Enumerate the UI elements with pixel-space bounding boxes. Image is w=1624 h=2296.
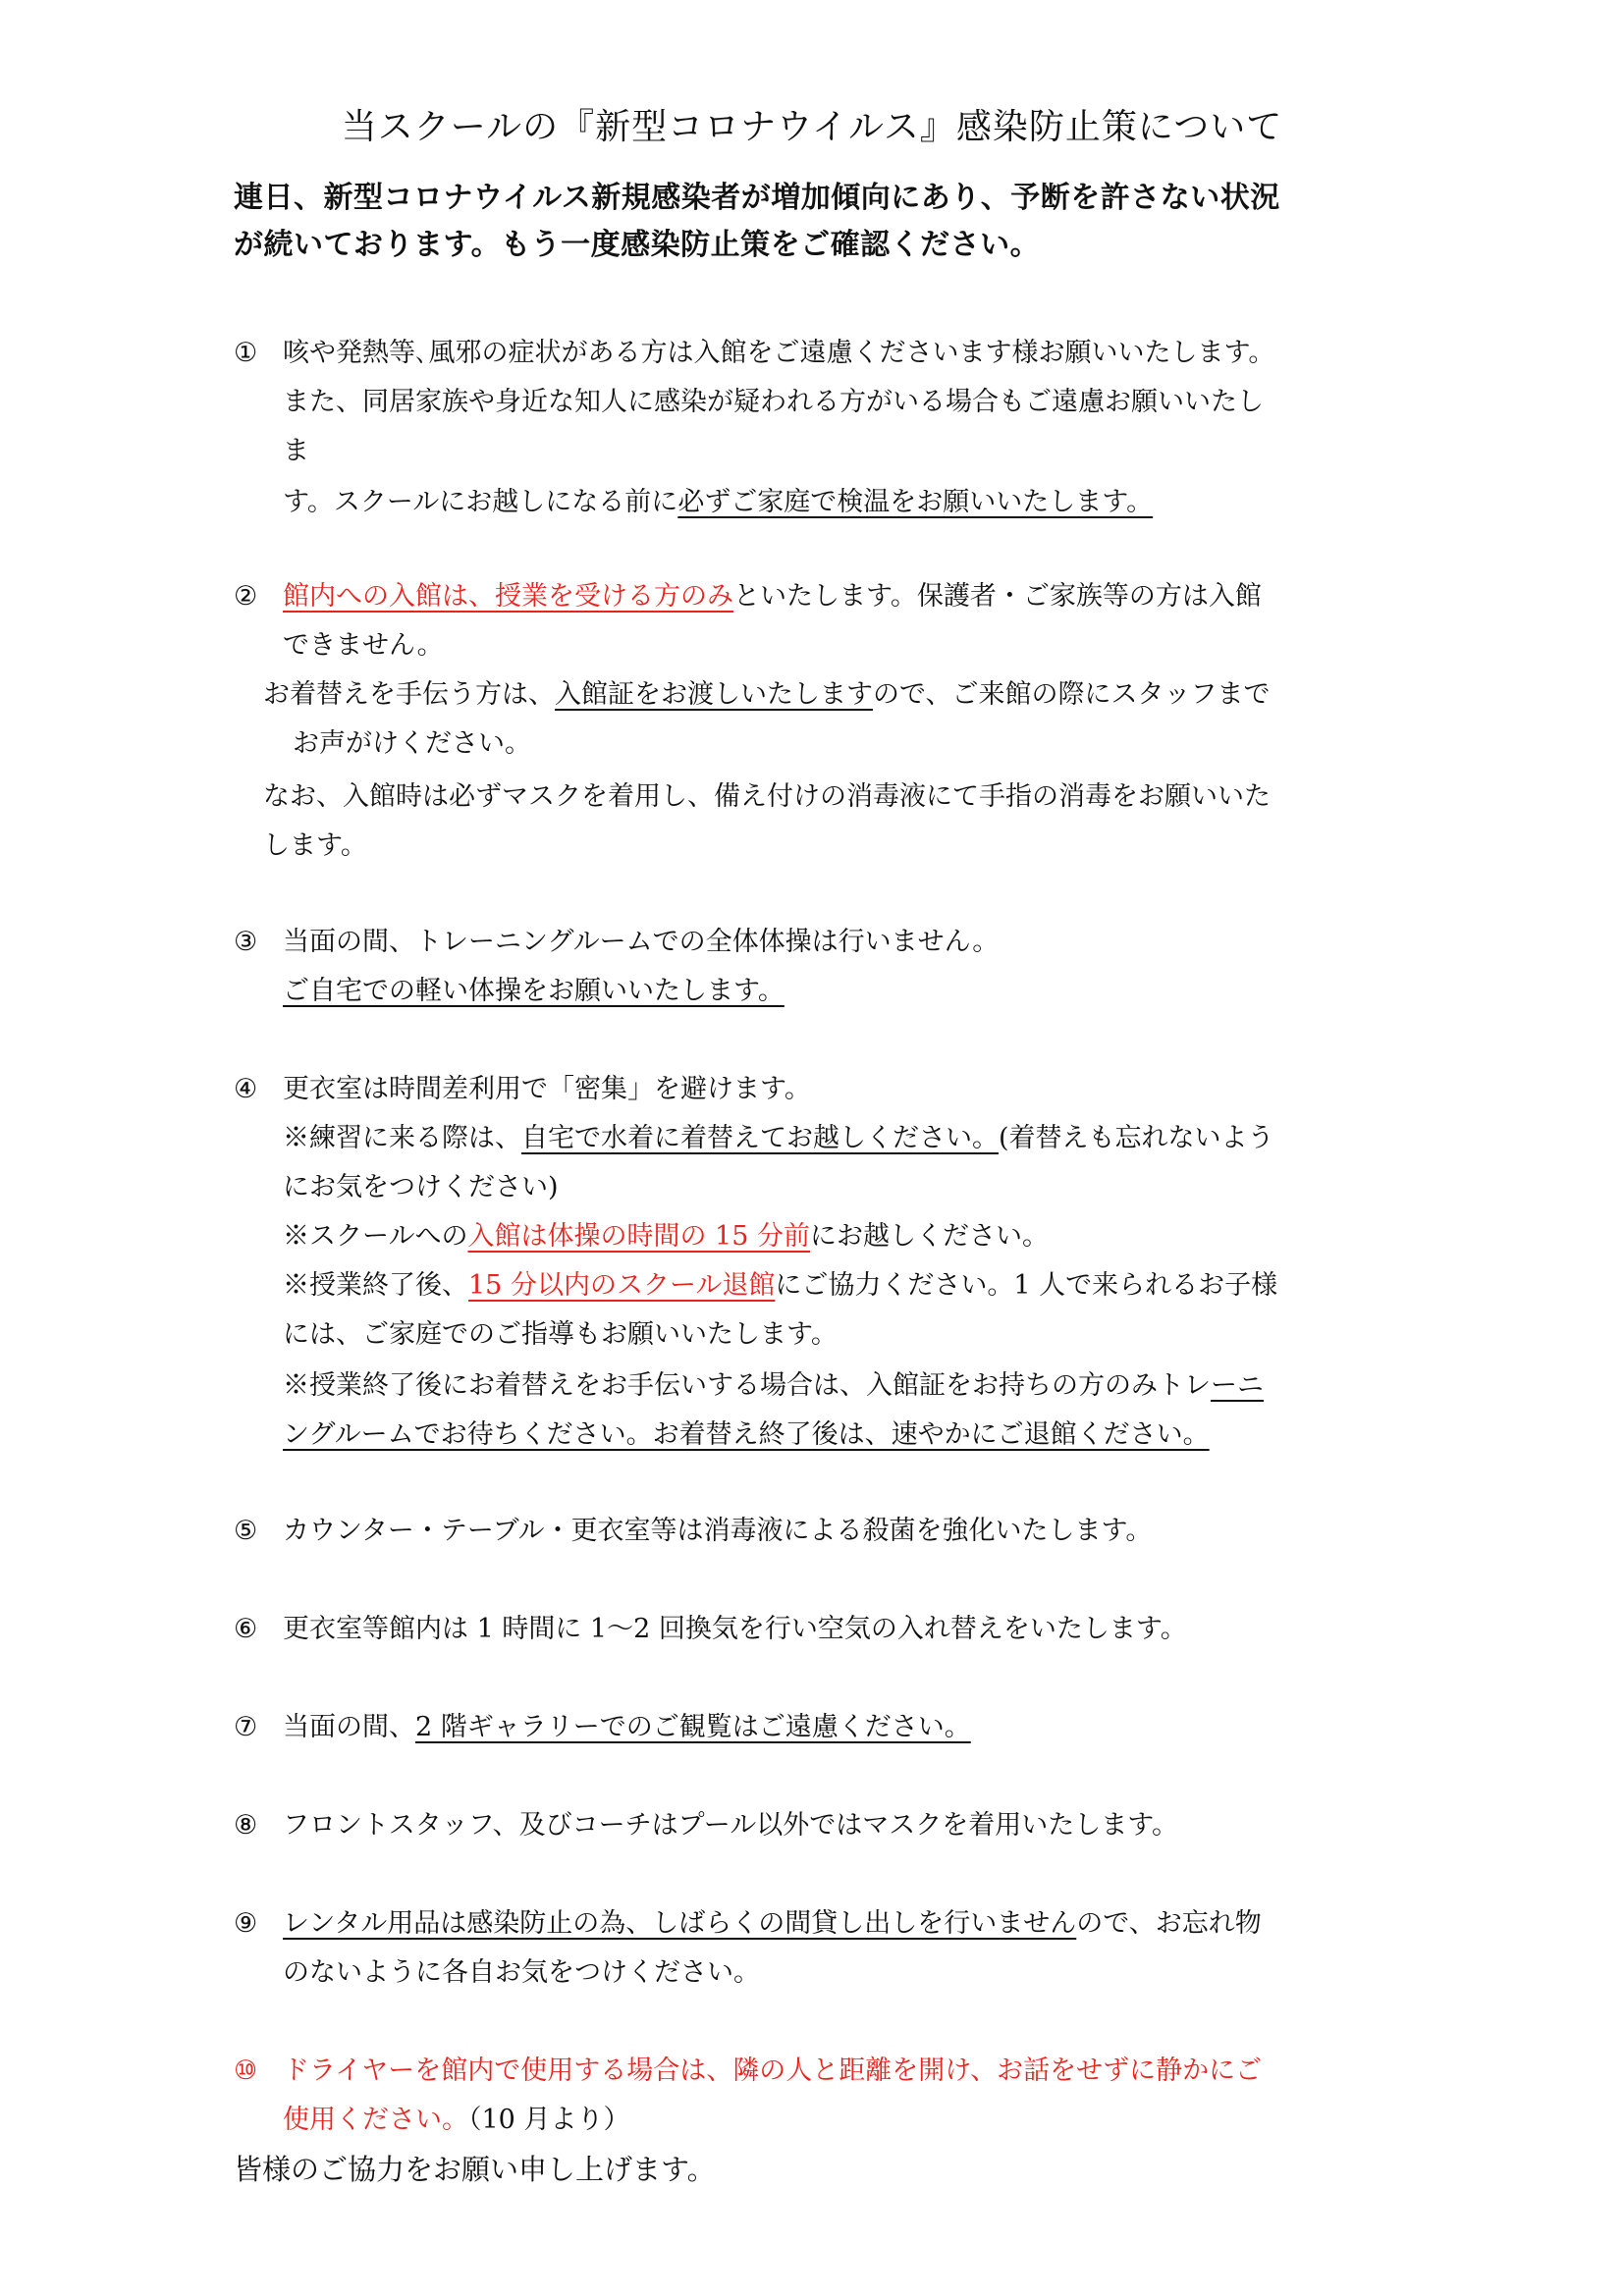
item-text: にお気をつけください) [283, 1172, 559, 1202]
item-text: 当面の間、トレーニングルームでの全体体操は行いません。 [283, 927, 1000, 957]
item-number: ② [234, 581, 258, 612]
lead-line-1: 連日、新型コロナウイルス新規感染者が増加傾向にあり、予断を許さない状況 [234, 181, 1280, 215]
red-underlined-text: 館内への入館は、授業を受ける方のみ [283, 581, 733, 612]
item-text: のないように各自お気をつけください。 [283, 1957, 760, 1988]
underlined-text: ご自宅での軽い体操をお願いいたします。 [283, 976, 785, 1006]
item-text: す。スクールにお越しになる前に [283, 487, 678, 517]
item-text: 咳や発熱等､風邪の症状がある方は入館をご遠慮くださいます様お願いいたします。 [283, 338, 1275, 368]
item-text: フロントスタッフ、及びコーチはプール以外ではマスクを着用いたします。 [283, 1810, 1179, 1841]
red-text: 使用ください。 [283, 2105, 468, 2135]
item-text: 当面の間、 [283, 1712, 415, 1742]
item-number: ③ [234, 927, 258, 957]
underlined-text: ングルームでお待ちください。お着替え終了後は、速やかにご退館ください。 [283, 1419, 1210, 1450]
item-text: ※授業終了後にお着替えをお手伝いする場合は、入館証をお持ちの方のみトレ [283, 1370, 1211, 1401]
underlined-text: 自宅で水着に着替えてお越しください。 [521, 1123, 999, 1153]
item-number: ⑥ [234, 1614, 258, 1644]
item-text: お声がけください。 [293, 728, 531, 759]
item-text: 更衣室は時間差利用で「密集」を避けます。 [283, 1074, 811, 1104]
item-text: ※スクールへの [283, 1221, 468, 1252]
item-text: ので、ご来館の際にスタッフまで [873, 679, 1271, 710]
underlined-text: 2 階ギャラリーでのご観覧はご遠慮ください。 [415, 1712, 971, 1742]
item-text: といたします。保護者・ご家族等の方は入館 [733, 581, 1262, 612]
item-text: にご協力ください。1 人で来られるお子様 [775, 1270, 1278, 1301]
item-number: ⑤ [234, 1516, 258, 1546]
item-text: できません。 [283, 630, 444, 661]
item-number: ⑩ [234, 2056, 258, 2086]
item-text: （10 月より） [468, 2105, 630, 2135]
item-text: ※練習に来る際は、 [283, 1123, 521, 1153]
item-number: ④ [234, 1074, 258, 1104]
item-number: ① [234, 338, 258, 368]
closing-line: 皆様のご協力をお願い申し上げます。 [234, 2153, 716, 2186]
underlined-text: 入館証をお渡しいたします [555, 679, 873, 710]
page-title: 当スクールの『新型コロナウイルス』感染防止策について [341, 107, 1283, 147]
item-text: お着替えを手伝う方は、 [263, 679, 555, 710]
red-underlined-text: 入館は体操の時間の 15 分前 [467, 1221, 810, 1252]
item-text: ので、お忘れ物 [1076, 1908, 1262, 1939]
item-number: ⑨ [234, 1908, 258, 1939]
item-number: ⑧ [234, 1810, 258, 1841]
lead-line-2: が続いております。もう一度感染防止策をご確認ください。 [234, 228, 1041, 262]
item-text: なお、入館時は必ずマスクを着用し、備え付けの消毒液にて手指の消毒をお願いいた [263, 781, 1271, 812]
item-text: ま [283, 436, 309, 466]
lead-paragraph [234, 175, 1451, 269]
red-underlined-text: 15 分以内のスクール退館 [468, 1270, 776, 1301]
item-text: します。 [263, 830, 367, 861]
item-text: にお越しください。 [810, 1221, 1049, 1252]
item-text: には、ご家庭でのご指導もお願いいたします。 [283, 1319, 838, 1350]
item-text: 更衣室等館内は 1 時間に 1～2 回換気を行い空気の入れ替えをいたします。 [283, 1614, 1187, 1644]
item-text: (着替えも忘れないよう [999, 1123, 1274, 1153]
item-number: ⑦ [234, 1712, 258, 1742]
underlined-text: レンタル用品は感染防止の為、しばらくの間貸し出しを行いません [283, 1908, 1077, 1939]
item-text: また、同居家族や身近な知人に感染が疑われる方がいる場合もご遠慮お願いいたし [283, 387, 1264, 417]
item-text: ドライヤーを館内で使用する場合は、隣の人と距離を開け、お話をせずに静かにご [283, 2056, 1263, 2086]
underlined-text: 必ずご家庭で検温をお願いいたします。 [677, 487, 1154, 517]
item-text: カウンター・テーブル・更衣室等は消毒液による殺菌を強化いたします。 [283, 1516, 1153, 1546]
underlined-text: ーニ [1211, 1370, 1264, 1401]
item-text: ※授業終了後、 [283, 1270, 468, 1301]
